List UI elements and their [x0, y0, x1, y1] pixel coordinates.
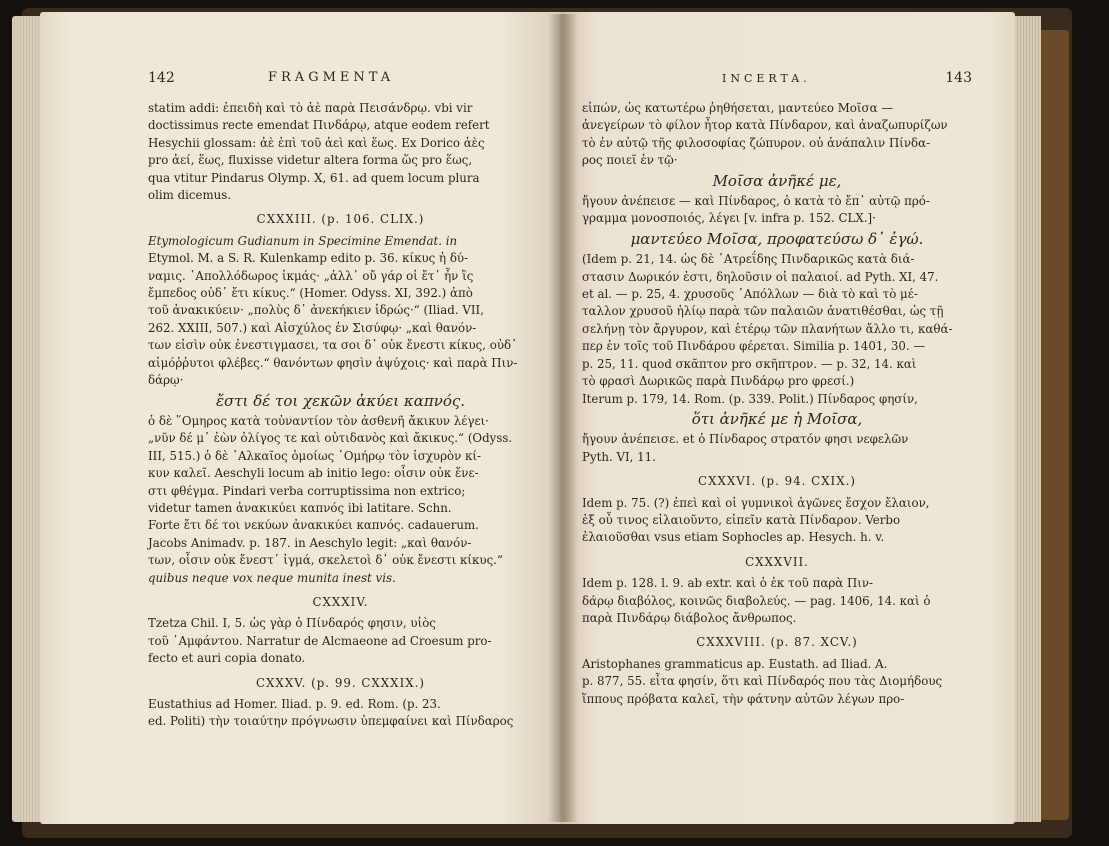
left-running-title: FRAGMENTA — [268, 70, 395, 85]
text-line: εἰπών, ὡς κατωτέρω ῥηθήσεται, μαντεύεο Μοῖσα — — [582, 101, 894, 115]
section-heading: CXXXVII. — [745, 554, 809, 569]
text-line: p. 25, 11. quod σκᾶπτον pro σκῆπτρον. — p. 32, 14. καὶ — [582, 356, 917, 371]
text-line: 262. XXIII, 507.) καὶ Αἰσχύλος ἐν Σισύφῳ· „καὶ θανόν- — [148, 320, 477, 335]
section-heading: CXXXIV. — [312, 594, 369, 609]
section-heading: CXXXV. (p. 99. CXXXIX.) — [256, 675, 425, 690]
text-line: δάρῳ διαβόλος, κοινῶς διαβολεύς. — pag. 1406, 14. καὶ ὁ — [582, 593, 931, 608]
text-line: Jacobs Animadv. p. 187. in Aeschylo legit: „καὶ θανόν- — [148, 535, 472, 550]
text-line: et al. — p. 25, 4. χρυσοῦς ᾿Απόλλων — διὰ τὸ καὶ τὸ μέ- — [582, 287, 918, 302]
text-line: ed. Politi) τὴν τοιαύτην πρόγνωσιν ὑπεμφαίνει καὶ Πίνδαρος — [148, 714, 514, 729]
text-line: Idem p. 128. l. 9. ab extr. καὶ ὁ ἐκ τοῦ παρὰ Πιν- — [582, 576, 874, 591]
text-line: ρος ποιεῖ ἐν τῷ· — [582, 153, 678, 168]
text-line: παρὰ Πινδάρῳ διάβολος ἄνθρωπος. — [582, 610, 797, 625]
text-line: „νῦν δέ μ᾿ ἐὼν ὀλίγος τε καὶ οὐτιδανὸς καὶ ἄκικυς.“ (Odyss. — [148, 431, 513, 446]
text-line: τοῦ ᾿Αμφάντου. Narratur de Alcmaeone ad Croesum pro- — [148, 633, 492, 648]
text-line: (Idem p. 21, 14. ὡς δὲ ᾿Ατρεΐδης Πινδαρικῶς κατὰ διά- — [582, 252, 915, 267]
text-line: ναμις. ᾿Απολλόδωρος ἰκμάς· „ἀλλ᾿ οὔ γάρ οἱ ἔτ᾿ ἦν ἲς — [148, 268, 474, 283]
text-line: p. 877, 55. εἶτα φησίν, ὅτι καὶ Πίνδαρός που τὰς Διομήδους — [582, 674, 943, 689]
text-line: Forte ἔτι δέ τοι νεκύων ἀνακικύει καπνός. cadauerum. — [148, 518, 479, 533]
text-line: ἤγουν ἀνέπεισε. et ὁ Πίνδαρος στρατόν φησι νεφελῶν — [582, 432, 909, 447]
text-line: Pyth. VI, 11. — [582, 449, 656, 464]
verse-quote: Μοῖσα ἀνῆκέ με, — [712, 171, 842, 190]
text-line: pro ἀεί, ἕως, fluxisse videtur altera forma ὥς pro ἕως, — [148, 153, 473, 168]
section-heading: CXXXVIII. (p. 87. XCV.) — [696, 635, 858, 650]
text-line: quibus neque vox neque munita inest vis. — [148, 570, 396, 585]
text-line: ταλλον χρυσοῦ ἡλίῳ παρὰ τῶν παλαιῶν ἀνατιθέσθαι, ὡς τῇ — [582, 304, 944, 319]
right-page-text — [582, 100, 972, 708]
text-line: Hesychii glossam: ἀὲ ἐπὶ τοῦ ἀεὶ καὶ ἕως. Ex Dorico ἀὲς — [148, 135, 485, 150]
text-line: κυν καλεῖ. Aeschyli locum ab initio lego: οἷσιν οὐκ ἔνε- — [148, 466, 479, 481]
text-line: Etymol. M. a S. R. Kulenkamp edito p. 36. κίκυς ἡ δύ- — [148, 251, 469, 266]
text-line: τὸ ἐν αὐτῷ τῆς φιλοσοφίας ζώπυρον. οὐ ἀνάπαλιν Πίνδα- — [582, 135, 931, 150]
left-page — [40, 12, 560, 824]
text-line: γραμμα μονοσποιός, λέγει [v. infra p. 152. CLX.]· — [582, 211, 876, 226]
text-line: των, οἷσιν οὐκ ἔνεστ᾿ ἰγμά, σκελετοὶ δ᾿ οὐκ ἔνεστι κίκυς.“ — [148, 553, 503, 568]
text-line: qua vtitur Pindarus Olymp. X, 61. ad quem locum plura — [148, 170, 480, 185]
text-line: III, 515.) ὁ δὲ ᾿Αλκαῖος ὁμοίως ῾Ομήρῳ τὸν ἰσχυρὸν κί- — [148, 448, 482, 463]
text-line: Eustathius ad Homer. Iliad. p. 9. ed. Rom. (p. 23. — [148, 697, 441, 711]
text-line: ὁ δὲ ῞Ομηρος κατὰ τοὐναντίον τὸν ἀσθενῆ ἄκικυν λέγει· — [148, 413, 489, 428]
text-line: doctissimus recte emendat Πινδάρῳ, atque eodem refert — [148, 118, 490, 133]
text-line: των εἰσὶν οὐκ ἐνεστιγμασει, τα σοι δ᾿ οὐκ ἔνεστι κίκυς, οὐδ᾿ — [148, 338, 518, 353]
text-line: στι φθέγμα. Pindari verba corruptissima non extrico; — [148, 483, 466, 498]
right-page — [560, 12, 1015, 824]
text-line: δάρῳ· — [148, 373, 184, 388]
right-running-head — [582, 70, 972, 100]
left-page-edges — [12, 16, 42, 822]
left-page-text — [148, 100, 533, 731]
text-line: τὸ φρασὶ Δωρικῶς παρὰ Πινδάρῳ pro φρεσί.) — [582, 374, 855, 389]
text-line: statim addi: ἐπειδὴ καὶ τὸ ἀὲ παρὰ Πεισάνδρῳ. vbi vir — [148, 101, 473, 115]
text-line: ἀνεγείρων τὸ φίλον ἦτορ κατὰ Πίνδαρον, καὶ ἀναζωπυρίζων — [582, 118, 948, 133]
verse-quote: ἔστι δέ τοι χεκῶν ἀκύει καπνός. — [215, 391, 466, 410]
right-page-edges — [1015, 16, 1041, 822]
text-line: videtur tamen ἀνακικύει καπνός ibi latitare. Schn. — [148, 500, 452, 515]
text-line: ἐξ οὗ τινος εἰλαιοῦντο, εἰπεῖν κατὰ Πίνδαρον. Verbo — [582, 512, 901, 527]
text-line: σελήνῃ τὸν ἄργυρον, καὶ ἑτέρῳ τῶν πλανήτων ἄλλο τι, καθά- — [582, 321, 953, 336]
section-heading: CXXXVI. (p. 94. CXIX.) — [698, 474, 856, 489]
text-line: Tzetza Chil. I, 5. ὡς γὰρ ὁ Πίνδαρός φησιν, υἱὸς — [148, 616, 436, 631]
text-line: olim dicemus. — [148, 188, 232, 203]
text-line: αἱμόῤῥυτοι φλέβες.“ θανόντων φησὶν ἀψύχοις· καὶ παρὰ Πιν- — [148, 355, 518, 370]
text-line: ἐλαιοῦσθαι vsus etiam Sophocles ap. Hesych. h. v. — [582, 530, 885, 545]
book-gutter — [548, 14, 578, 822]
text-line: fecto et auri copia donato. — [148, 651, 306, 666]
left-running-head — [148, 70, 533, 100]
section-heading: CXXXIII. (p. 106. CLIX.) — [256, 212, 425, 227]
text-line: περ ἐν τοῖς τοῦ Πινδάρου φέρεται. Similia p. 1401, 30. — — [582, 339, 926, 354]
left-page-number: 142 — [148, 70, 175, 86]
text-line: στασιν Δωρικόν ἐστι, δηλοῦσιν οἱ παλαιοί. ad Pyth. XI, 47. — [582, 269, 939, 284]
text-line: ἔμπεδος οὐδ᾿ ἔτι κίκυς.“ (Homer. Odyss. XI, 392.) ἀπὸ — [148, 286, 473, 301]
text-line: ἵππους πρόβατα καλεῖ, τὴν φάτνην αὐτῶν λέγων προ- — [582, 691, 905, 706]
verse-quote: ὅτι ἀνῆκέ με ἡ Μοῖσα, — [691, 409, 863, 428]
text-line: Iterum p. 179, 14. Rom. (p. 339. Polit.) Πίνδαρος φησίν, — [582, 391, 918, 406]
right-running-title: INCERTA. — [722, 72, 811, 85]
text-line: Aristophanes grammaticus ap. Eustath. ad Iliad. Α. — [582, 656, 888, 671]
right-page-number: 143 — [945, 70, 972, 86]
right-cover-edge — [1041, 30, 1069, 820]
verse-quote: μαντεύεο Μοῖσα, προφατεύσω δ᾿ ἐγώ. — [630, 229, 924, 248]
text-line: ἤγουν ἀνέπεισε — καὶ Πίνδαρος, ὁ κατὰ τὸ ἔπ᾿ αὐτῷ πρό- — [582, 194, 930, 209]
text-line: Idem p. 75. (?) ἐπεὶ καὶ οἱ γυμνικοὶ ἀγῶνες ἔσχον ἔλαιον, — [582, 495, 930, 510]
text-line: τοῦ ἀνακικύειν· „πολὺς δ᾿ ἀνεκήκιεν ἱδρώς·“ (Iliad. VII, — [148, 303, 484, 318]
text-line: Etymologicum Gudianum in Specimine Emendat. in — [148, 233, 458, 248]
